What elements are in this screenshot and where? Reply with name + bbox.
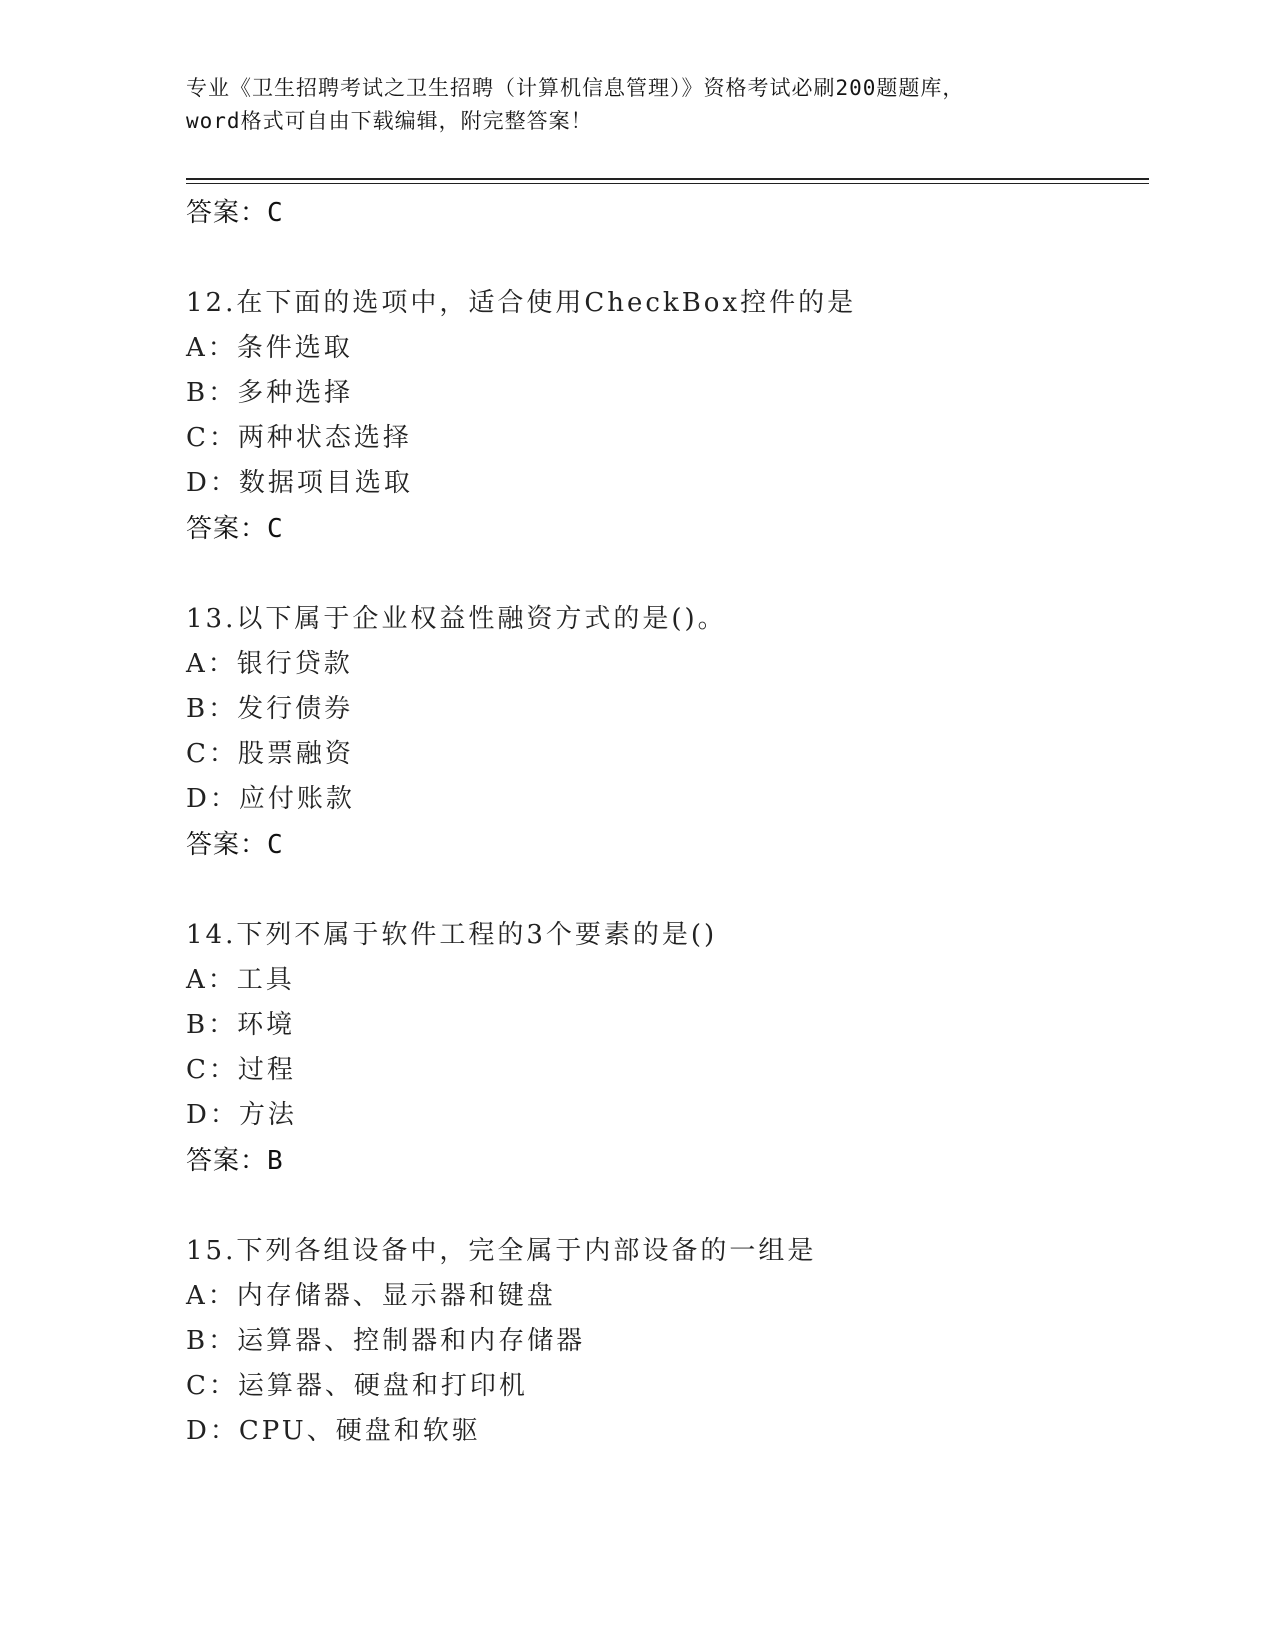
answer-line: 答案：C [186, 514, 284, 544]
header-divider-thick [186, 178, 1149, 180]
header-divider-thin [186, 183, 1149, 184]
option-a: A：内存储器、显示器和键盘 [186, 1281, 556, 1311]
option-d: D：数据项目选取 [186, 468, 413, 498]
question-item [186, 1229, 1149, 1454]
option-a: A：银行贷款 [186, 649, 353, 679]
answer-line: 答案：C [186, 830, 284, 860]
option-b: B：发行债券 [186, 694, 354, 724]
question-title: 15.下列各组设备中，完全属于内部设备的一组是 [186, 1236, 817, 1266]
question-item [186, 913, 1149, 1184]
document-header [186, 72, 1086, 138]
header-line-1: 专业《卫生招聘考试之卫生招聘（计算机信息管理）》资格考试必刷200题题库， [186, 76, 965, 100]
question-title: 12.在下面的选项中，适合使用CheckBox控件的是 [186, 288, 857, 318]
option-d: D：应付账款 [186, 784, 355, 814]
option-a: A：条件选取 [186, 333, 353, 363]
option-d: D：CPU、硬盘和软驱 [186, 1416, 481, 1446]
question-list [186, 190, 1149, 1454]
answer-line: 答案：B [186, 1146, 284, 1176]
option-c: C：两种状态选择 [186, 423, 412, 453]
option-a: A：工具 [186, 965, 295, 995]
answer-line: 答案：C [186, 198, 284, 228]
question-title: 13.以下属于企业权益性融资方式的是()。 [186, 604, 727, 634]
question-title: 14.下列不属于软件工程的3个要素的是() [186, 920, 718, 950]
option-c: C：股票融资 [186, 739, 354, 769]
option-b: B：多种选择 [186, 378, 354, 408]
header-line-2: word格式可自由下载编辑，附完整答案！ [186, 109, 593, 133]
question-item [186, 281, 1149, 552]
option-c: C：过程 [186, 1055, 296, 1085]
option-d: D：方法 [186, 1100, 297, 1130]
option-c: C：运算器、硬盘和打印机 [186, 1371, 528, 1401]
question-item [186, 597, 1149, 868]
option-b: B：运算器、控制器和内存储器 [186, 1326, 586, 1356]
option-b: B：环境 [186, 1010, 296, 1040]
